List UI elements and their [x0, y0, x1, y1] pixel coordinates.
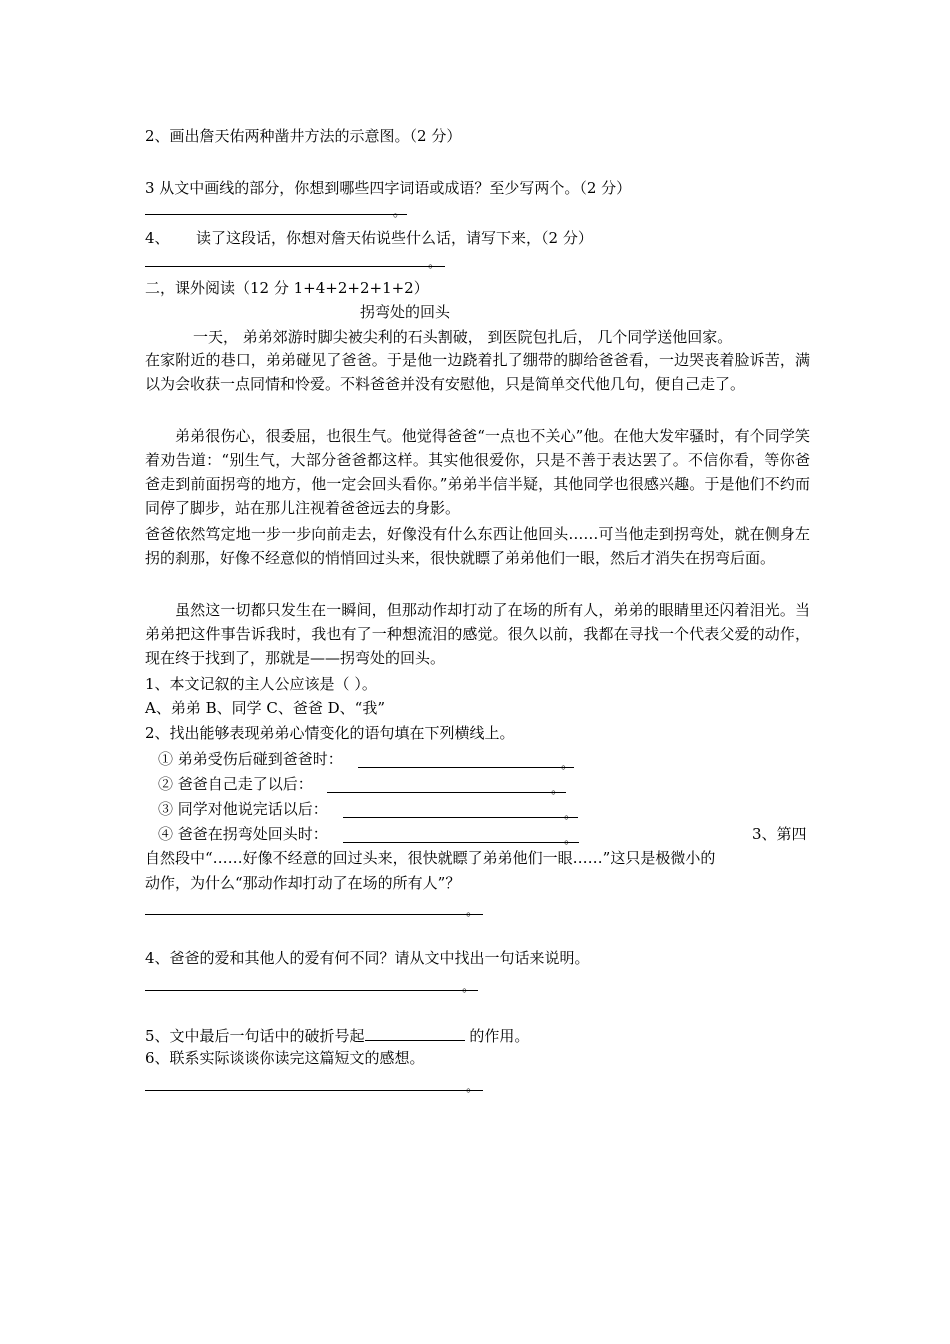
answer-line-q6[interactable] — [145, 1090, 483, 1091]
end-mark: 。 — [564, 807, 578, 822]
question-3-line1: 自然段中“……好像不经意的回过头来，很快就瞟了弟弟他们一眼……”这只是极微小的 — [145, 849, 716, 867]
answer-line-2d[interactable] — [343, 842, 579, 843]
question-5-post: 的作用。 — [464, 1027, 530, 1045]
answer-line-q3[interactable] — [145, 214, 407, 215]
end-mark: 。 — [466, 904, 480, 919]
end-mark: 。 — [551, 782, 565, 797]
section-heading: 二，课外阅读（12 分 1+4+2+2+1+2） — [145, 279, 429, 297]
answer-line-q3b[interactable] — [145, 914, 483, 915]
passage-title: 拐弯处的回头 — [360, 303, 451, 321]
question-2: 2、找出能够表现弟弟心情变化的语句填在下列横线上。 — [145, 724, 515, 742]
end-mark: 。 — [564, 832, 578, 847]
answer-line-2c[interactable] — [343, 817, 578, 818]
question-2b: ② 爸爸自己走了以后： — [158, 775, 313, 793]
end-mark: 。 — [428, 256, 442, 271]
passage-paragraph-5: 虽然这一切都只发生在一瞬间，但那动作却打动了在场的所有人，弟弟的眼睛里还闪着泪光。当弟弟把这件事告诉我时，我也有了一种想流泪的感觉。很久以前，我都在寻找一个代表父爱的动作，现在终于找到了，那就是——拐弯处的回头。 — [145, 601, 810, 667]
question-3-idioms: 3 从文中画线的部分，你想到哪些四字词语或成语？至少写两个。（2 分） — [145, 179, 632, 197]
question-2a: ① 弟弟受伤后碰到爸爸时： — [158, 750, 343, 768]
answer-line-q4[interactable] — [145, 266, 445, 267]
passage-paragraph-3: 弟弟很伤心，很委屈，也很生气。他觉得爸爸“一点也不关心”他。在他大发牢骚时，有个同学笑着劝告道：“别生气，大部分爸爸都这样。其实他很爱你，只是不善于表达罢了。不信你看，等你爸爸走到前面拐弯的地方，他一定会回头看你。”弟弟半信半疑，其他同学也很感兴趣。于是他们不约而同停了脚步，站在那儿注视着爸爸远去的身影。 — [145, 427, 810, 517]
question-1-options: A、弟弟 B、同学 C、爸爸 D、“我” — [145, 699, 386, 717]
question-3-line2: 动作，为什么“那动作却打动了在场的所有人”？ — [145, 874, 461, 892]
end-mark: 。 — [393, 205, 407, 220]
end-mark: 。 — [561, 757, 575, 772]
question-2d: ④ 爸爸在拐弯处回头时： — [158, 825, 328, 843]
passage-paragraph-2: 在家附近的巷口，弟弟碰见了爸爸。于是他一边跷着扎了绷带的脚给爸爸看，一边哭丧着脸诉苦，满以为会收获一点同情和怜爱。不料爸爸并没有安慰他，只是简单交代他几句，便自己走了。 — [145, 351, 810, 393]
passage-paragraph-4: 爸爸依然笃定地一步一步向前走去，好像没有什么东西让他回头……可当他走到拐弯处，就在侧身左拐的刹那，好像不经意似的悄悄回过头来，很快就瞟了弟弟他们一眼，然后才消失在拐弯后面。 — [145, 525, 810, 567]
end-mark: 。 — [466, 1080, 480, 1095]
question-4b: 4、爸爸的爱和其他人的爱有何不同？请从文中找出一句话来说明。 — [145, 949, 590, 967]
question-2c: ③ 同学对他说完话以后： — [158, 800, 328, 818]
answer-blank-q5[interactable] — [365, 1024, 465, 1041]
question-6: 6、联系实际谈谈你读完这篇短文的感想。 — [145, 1049, 425, 1067]
question-4-number: 4、 — [145, 229, 170, 247]
question-3-start: 3、第四 — [752, 825, 807, 843]
question-5 — [145, 1024, 529, 1046]
passage-paragraph-1: 一天， 弟弟郊游时脚尖被尖利的石头割破， 到医院包扎后， 几个同学送他回家。 — [193, 328, 733, 346]
end-mark: 。 — [462, 980, 476, 995]
question-1: 1、本文记叙的主人公应该是（ ）。 — [145, 675, 377, 693]
question-5-pre: 5、文中最后一句话中的破折号起 — [145, 1027, 365, 1045]
question-4-text: 读了这段话，你想对詹天佑说些什么话，请写下来，（2 分） — [196, 229, 593, 247]
answer-line-2a[interactable] — [358, 767, 574, 768]
answer-line-q4b[interactable] — [145, 990, 478, 991]
answer-line-2b[interactable] — [327, 792, 566, 793]
question-2-drawing: 2、画出詹天佑两种凿井方法的示意图。（2 分） — [145, 127, 462, 145]
